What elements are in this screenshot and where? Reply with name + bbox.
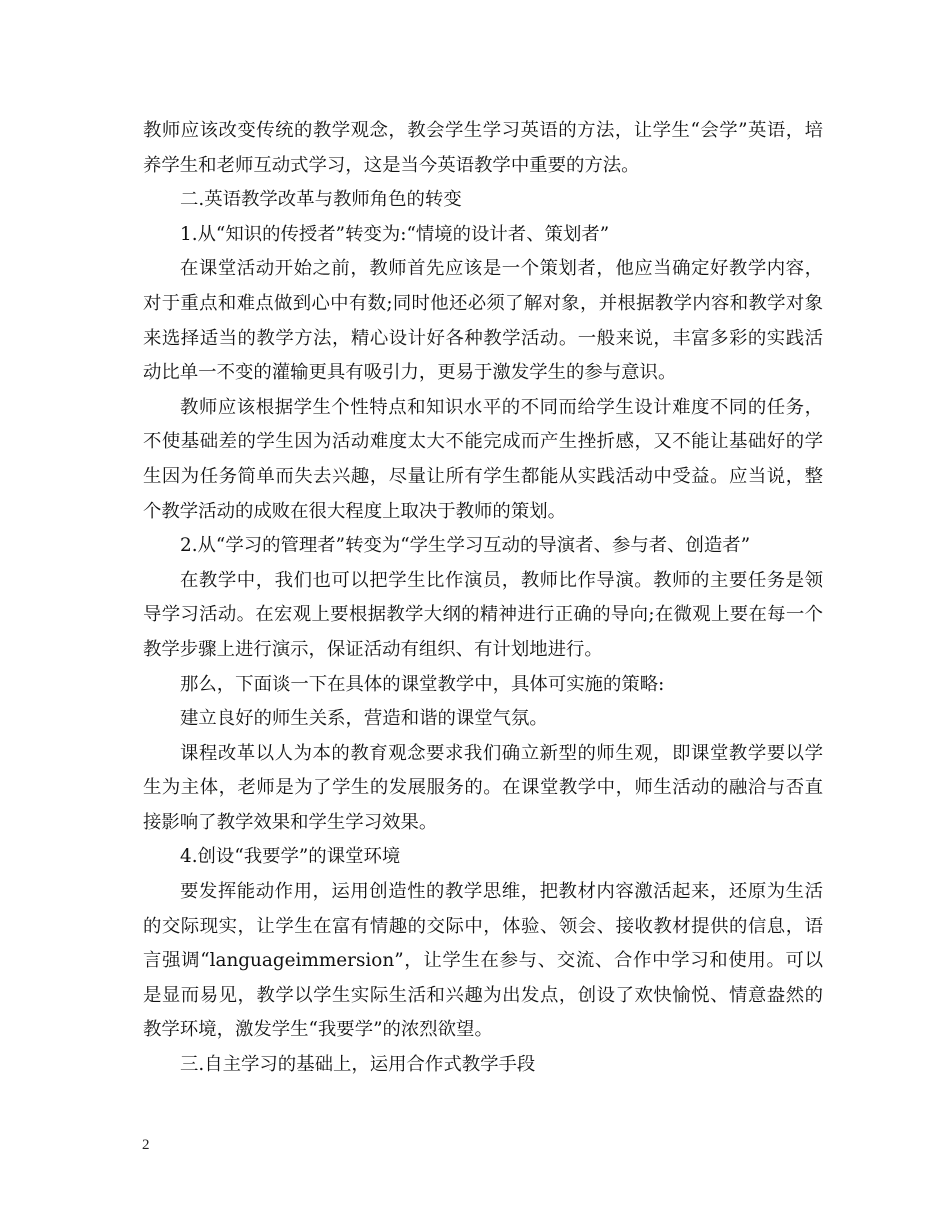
paragraph: 在课堂活动开始之前，教师首先应该是一个策划者，他应当确定好教学内容，对于重点和难点做到心中有数;同时他还必须了解对象，并根据教学内容和教学对象来选择适当的教学方法，精心设计好各种教学活动。一般来说，丰富多彩的实践活动比单一不变的灌输更具有吸引力，更易于激发学生的参与意识。 <box>143 258 823 384</box>
subsection-heading: 2.从“学习的管理者”转变为“学生学习互动的导演者、参与者、创造者” <box>180 535 751 557</box>
section-heading: 三.自主学习的基础上，运用合作式教学手段 <box>180 1054 536 1076</box>
paragraph: 课程改革以人为本的教育观念要求我们确立新型的师生观，即课堂教学要以学生为主体，老师是为了学生的发展服务的。在课堂教学中，师生活动的融洽与否直接影响了教学效果和学生学习效果。 <box>143 742 823 833</box>
paragraph: 在教学中，我们也可以把学生比作演员，教师比作导演。教师的主要任务是领导学习活动。在宏观上要根据教学大纲的精神进行正确的导向;在微观上要在每一个教学步骤上进行演示，保证活动有组织、有计划地进行。 <box>143 569 823 660</box>
subsection-heading: 4.创设“我要学”的课堂环境 <box>180 846 401 868</box>
page-number: 2 <box>142 1137 150 1153</box>
paragraph: 教师应该改变传统的教学观念，教会学生学习英语的方法，让学生“会学”英语，培养学生和老师互动式学习，这是当今英语教学中重要的方法。 <box>143 120 823 176</box>
document-body <box>143 114 823 1083</box>
paragraph: 要发挥能动作用，运用创造性的教学思维，把教材内容激活起来，还原为生活的交际现实，让学生在富有情趣的交际中，体验、领会、接收教材提供的信息，语言强调“languageimmersion”，让学生在参与、交流、合作中学习和使用。可以是显而易见，教学以学生实际生活和兴趣为出发点，创设了欢快愉悦、情意盎然的教学环境，激发学生“我要学”的浓烈欲望。 <box>143 881 823 1041</box>
paragraph: 那么，下面谈一下在具体的课堂教学中，具体可实施的策略: <box>180 673 665 695</box>
paragraph: 教师应该根据学生个性特点和知识水平的不同而给学生设计难度不同的任务，不使基础差的学生因为活动难度太大不能完成而产生挫折感，又不能让基础好的学生因为任务简单而失去兴趣，尽量让所有学生都能从实践活动中受益。应当说，整个教学活动的成败在很大程度上取决于教师的策划。 <box>143 396 823 522</box>
paragraph: 建立良好的师生关系，营造和谐的课堂气氛。 <box>180 708 548 730</box>
section-heading: 二.英语教学改革与教师角色的转变 <box>180 189 462 211</box>
subsection-heading: 1.从“知识的传授者”转变为:“情境的设计者、策划者” <box>180 223 610 245</box>
